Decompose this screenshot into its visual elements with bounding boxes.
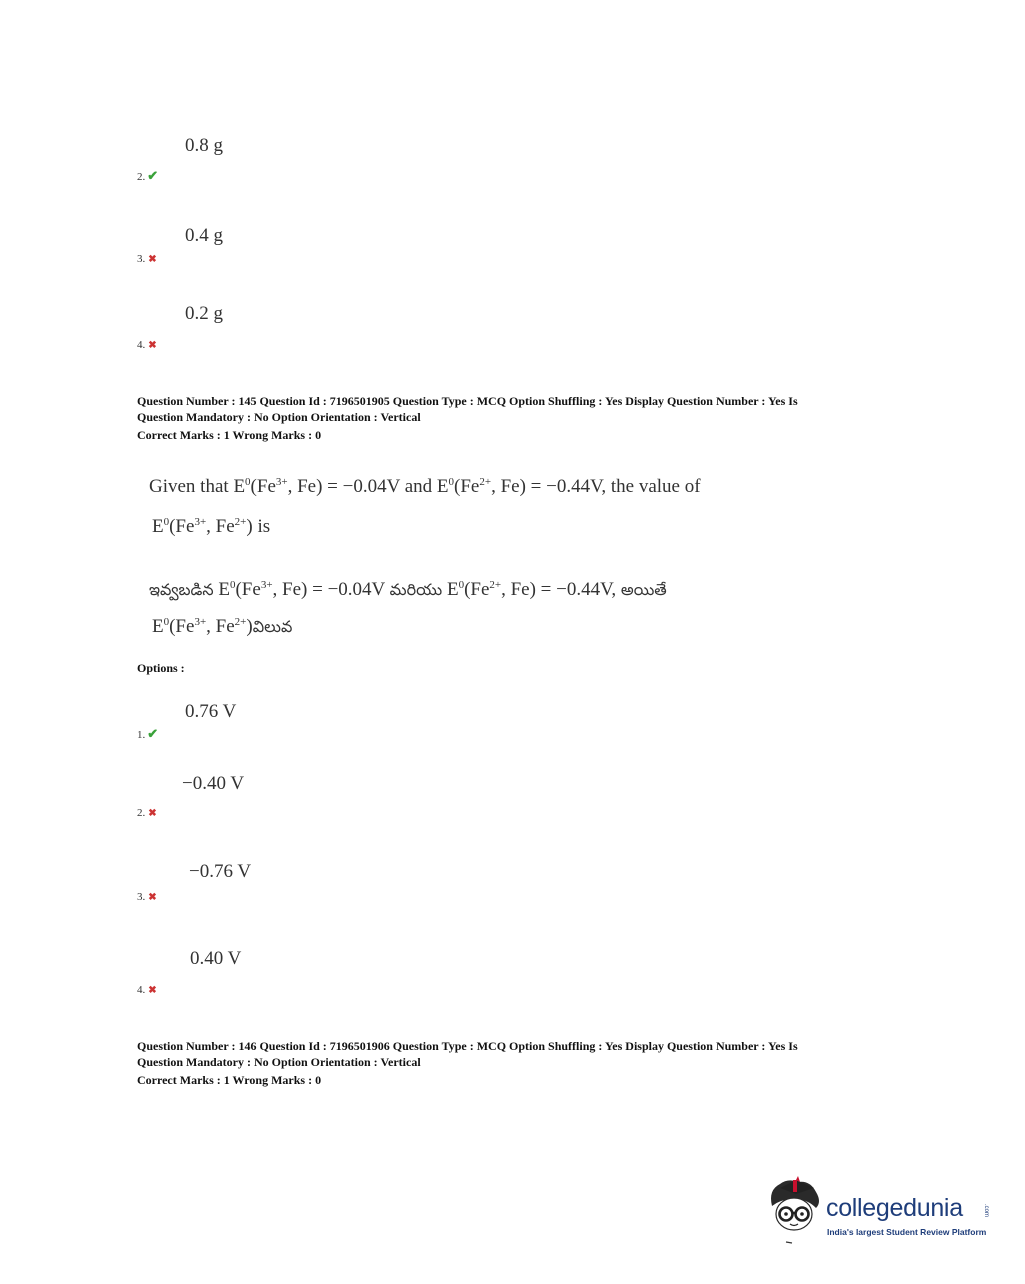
option-number-label: 2. [137,807,146,819]
meta-line-1: Question Number : 145 Question Id : 7196501905 Question Type : MCQ Option Shuffling : Yes Display Question Number : Yes Is [137,394,798,408]
and-text: and [404,476,433,497]
mascot-icon [766,1176,826,1246]
e2-value: −0.44V, [546,476,607,497]
option-number [137,726,158,742]
question-english-line-2: $E^0(Fe^{3+}$, $Fe^{2+}$) is [152,516,271,537]
question-meta-145 [137,393,798,443]
cross-icon: ✖ [148,340,157,351]
meta-line-2: Question Mandatory : No Option Orientation : Vertical [137,1055,421,1069]
option-value: 0.76 V [185,701,237,722]
option-value: −0.40 V [182,773,245,794]
is-text: is [257,516,271,537]
option-number [137,339,157,351]
telugu-e1-value: −0.04V [327,579,385,600]
option-value: 0.2 g [185,303,223,324]
e1-value: −0.04V [342,476,400,497]
question-telugu-line-1: ఇవ్వబడిన $E^0(Fe^{3+}$, Fe) = −0.04V మరియు $E^0(Fe^{2+}$, Fe) = −0.44V, అయితే [149,579,667,600]
check-icon: ✔ [147,726,159,741]
meta-line-2: Question Mandatory : No Option Orientation : Vertical [137,410,421,424]
option-number [137,807,157,819]
option-value: 0.4 g [185,225,223,246]
logo-wordmark: collegedunia [826,1194,963,1222]
telugu-given-text: ఇవ్వబడిన [149,582,214,599]
meta-line-3: Correct Marks : 1 Wrong Marks : 0 [137,428,322,442]
logo-com: .com [983,1204,989,1218]
option-value: 0.40 V [190,948,242,969]
cross-icon: ✖ [148,254,157,265]
option-number-label: 3. [137,253,146,265]
question-telugu-line-2: $E^0(Fe^{3+}$, $Fe^{2+})విలువ$ [152,616,293,637]
cross-icon: ✖ [148,985,157,996]
logo-tagline: India's largest Student Review Platform [827,1227,987,1237]
telugu-e2-value: −0.44V, [556,579,617,600]
question-english-line-1: Given that $E^0(Fe^{3+}$, Fe) = −0.04V and $E^0(Fe^{2+}$, Fe) = −0.44V, the value of [149,476,701,497]
options-label: Options : [137,661,185,675]
check-icon: ✔ [147,168,159,183]
option-value: −0.76 V [189,861,252,882]
option-number [137,168,158,184]
telugu-and-text: మరియు [389,582,443,599]
cross-icon: ✖ [148,892,157,903]
the-value-of-text: the value of [610,476,701,497]
meta-line-1: Question Number : 146 Question Id : 7196501906 Question Type : MCQ Option Shuffling : Yes Display Question Number : Yes Is [137,1039,798,1053]
option-number [137,253,157,265]
option-number [137,891,157,903]
telugu-value-text: విలువ [252,619,293,636]
given-that-text: Given that [149,476,229,497]
option-value: 0.8 g [185,135,223,156]
meta-line-3: Correct Marks : 1 Wrong Marks : 0 [137,1073,322,1087]
telugu-then-text: అయితే [620,582,667,599]
question-meta-146 [137,1038,798,1088]
option-number [137,984,157,996]
collegedunia-logo [766,1176,996,1246]
option-number-label: 4. [137,984,146,996]
cross-icon: ✖ [148,808,157,819]
option-number-label: 3. [137,891,146,903]
option-number-label: 4. [137,339,146,351]
option-number-label: 2. [137,171,146,183]
option-number-label: 1. [137,729,146,741]
